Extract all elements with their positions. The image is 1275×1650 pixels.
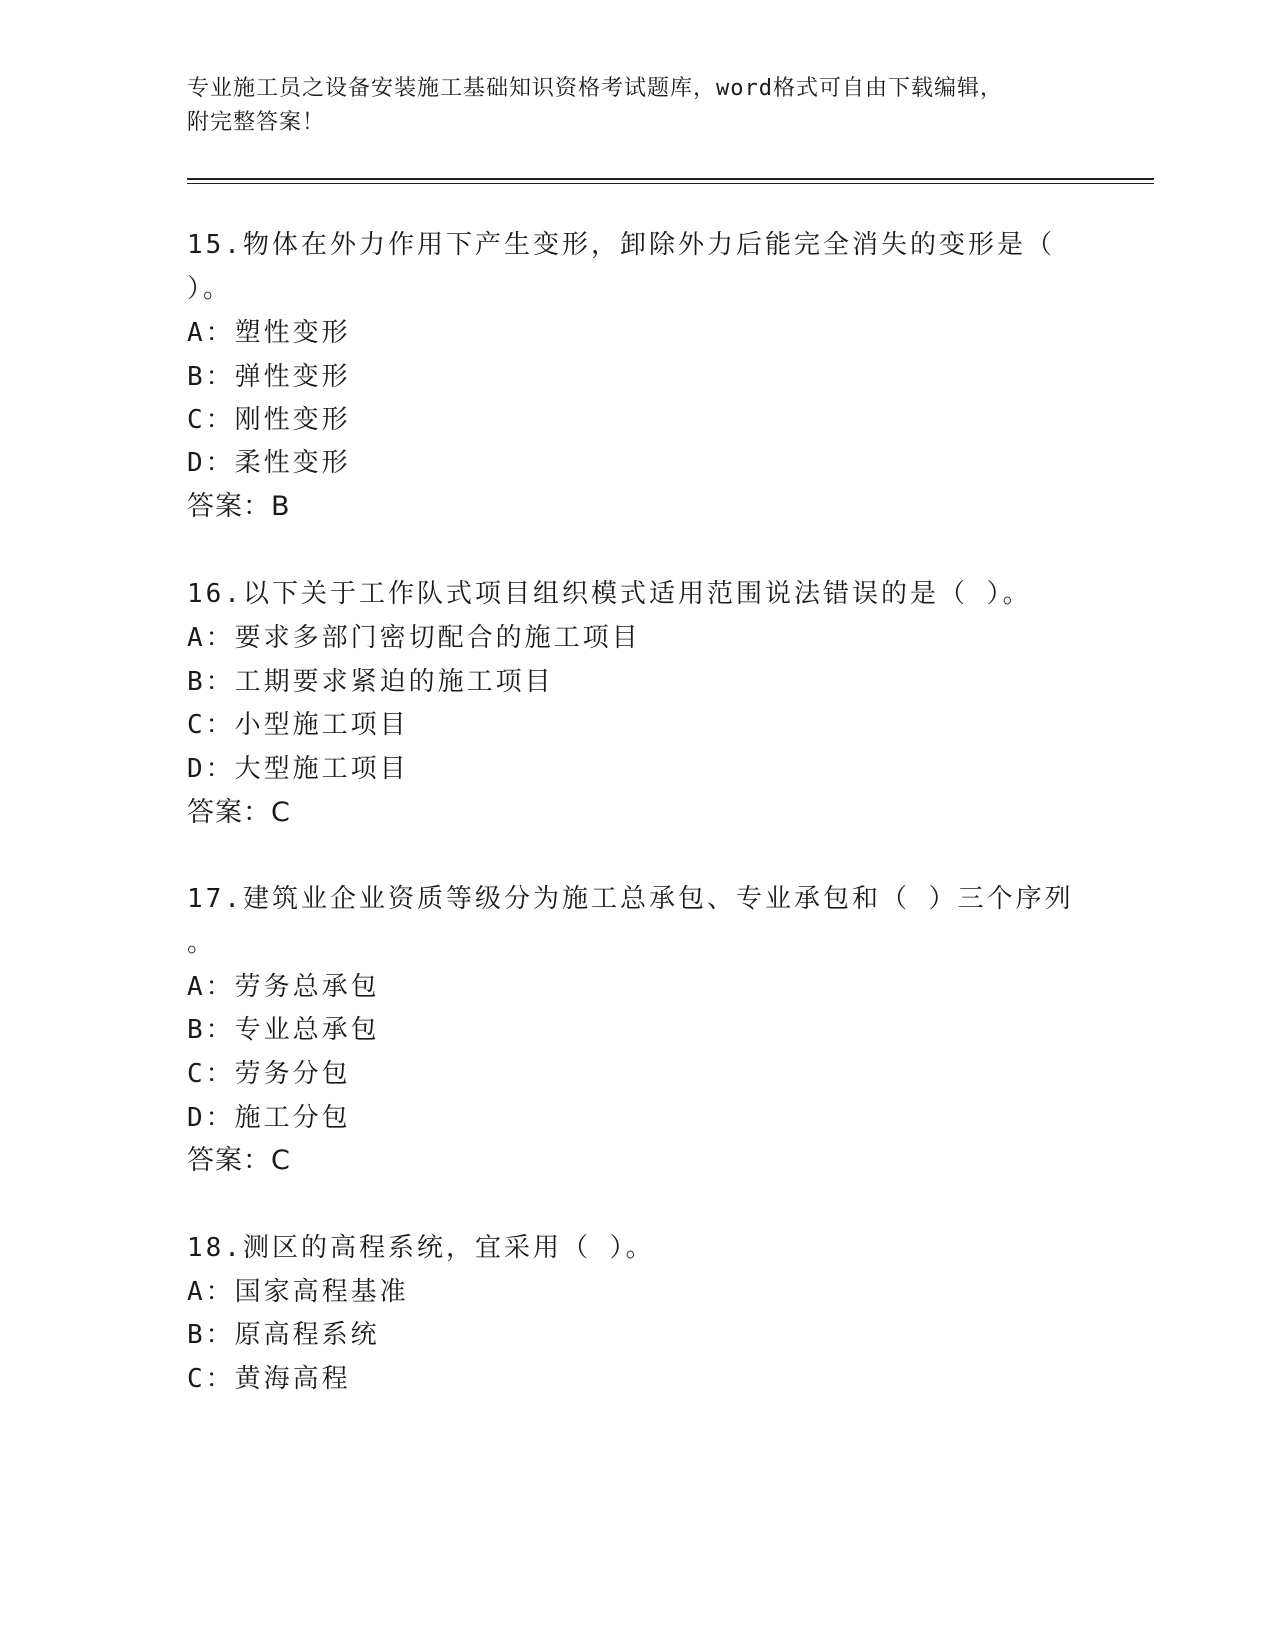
question-18-option-b: B：原高程系统 bbox=[187, 1320, 380, 1350]
question-17-option-d: D：施工分包 bbox=[187, 1103, 351, 1133]
question-15-option-a: A：塑性变形 bbox=[187, 318, 351, 348]
question-17-stem: 17.建筑业企业资质等级分为施工总承包、专业承包和（ ）三个序列 bbox=[187, 884, 1074, 914]
question-16-option-c: C：小型施工项目 bbox=[187, 710, 409, 740]
question-17-option-b: B：专业总承包 bbox=[187, 1015, 380, 1045]
question-17-option-c: C：劳务分包 bbox=[187, 1059, 351, 1089]
question-15-stem: 15.物体在外力作用下产生变形，卸除外力后能完全消失的变形是（ bbox=[187, 230, 1055, 260]
question-15-stem-continued: ）。 bbox=[187, 274, 233, 304]
question-15-option-d: D：柔性变形 bbox=[187, 448, 351, 478]
header-line-1: 专业施工员之设备安装施工基础知识资格考试题库，word格式可自由下载编辑， bbox=[187, 76, 1003, 101]
question-18-stem: 18.测区的高程系统，宜采用（ ）。 bbox=[187, 1233, 655, 1263]
question-16-option-a: A：要求多部门密切配合的施工项目 bbox=[187, 623, 641, 653]
question-15-answer: 答案：B bbox=[187, 491, 291, 522]
question-16-option-d: D：大型施工项目 bbox=[187, 754, 409, 784]
question-17-answer: 答案：C bbox=[187, 1145, 291, 1176]
document-header bbox=[187, 72, 1087, 140]
header-divider bbox=[187, 178, 1154, 184]
question-15-option-c: C：刚性变形 bbox=[187, 405, 351, 435]
question-16-option-b: B：工期要求紧迫的施工项目 bbox=[187, 667, 554, 697]
header-line-2: 附完整答案！ bbox=[187, 110, 326, 135]
question-18-option-a: A：国家高程基准 bbox=[187, 1277, 409, 1307]
question-17-stem-continued: 。 bbox=[187, 928, 217, 958]
question-15-option-b: B：弹性变形 bbox=[187, 362, 351, 392]
question-16-answer: 答案：C bbox=[187, 797, 291, 828]
question-16-stem: 16.以下关于工作队式项目组织模式适用范围说法错误的是（ ）。 bbox=[187, 579, 1032, 609]
question-17-option-a: A：劳务总承包 bbox=[187, 972, 380, 1002]
question-18-option-c: C：黄海高程 bbox=[187, 1364, 351, 1394]
